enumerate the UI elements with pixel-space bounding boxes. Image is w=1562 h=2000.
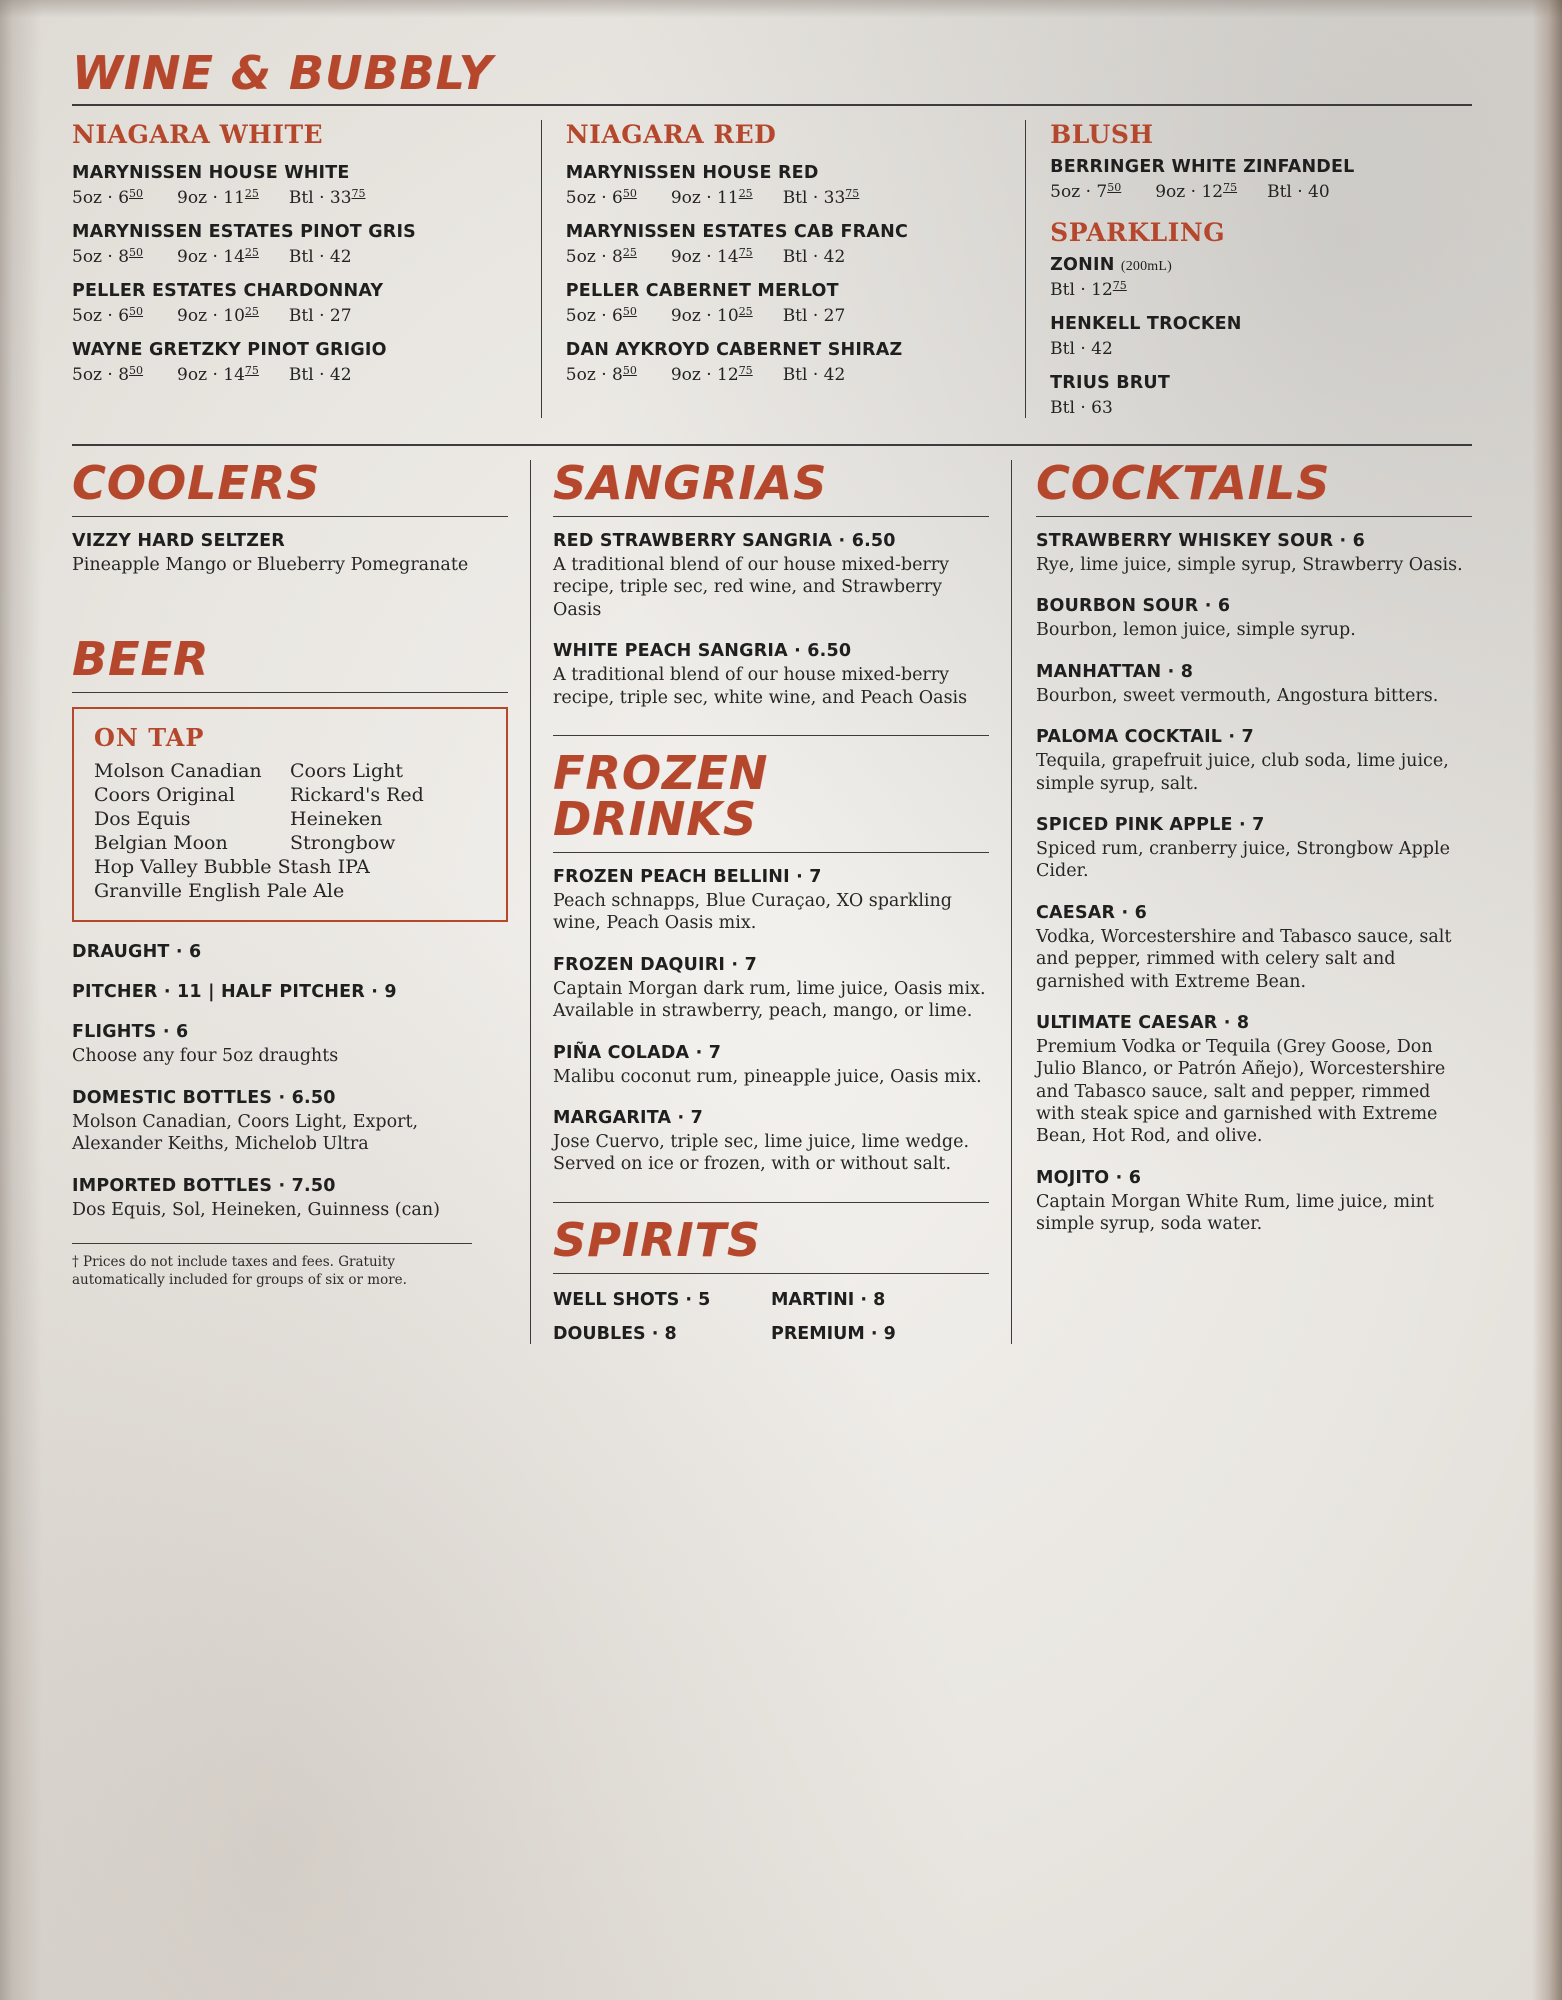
wine-item-note: (200mL): [1120, 259, 1173, 274]
column-coolers-beer: [72, 456, 530, 1344]
price-9oz: 9oz · 11: [177, 188, 245, 208]
cocktail-item-desc: Rye, lime juice, simple syrup, Strawberry Oasis.: [1036, 555, 1463, 575]
cocktail-item-name: MOJITO · 6: [1036, 1167, 1142, 1188]
section-heading-spirits: SPIRITS: [553, 1212, 762, 1267]
divider: [553, 1202, 989, 1203]
wine-item-name: BERRINGER WHITE ZINFANDEL: [1050, 157, 1355, 177]
wine-item-name: MARYNISSEN HOUSE WHITE: [72, 163, 350, 183]
tap-item: Granville English Pale Ale: [94, 880, 345, 903]
divider: [553, 1273, 989, 1274]
paper-edge-right: [1532, 0, 1562, 2000]
price-btl: Btl · 33: [782, 188, 846, 208]
price-btl: Btl · 12: [1050, 280, 1113, 300]
wine-item-label: ZONIN: [1050, 255, 1115, 275]
footnote: † Prices do not include taxes and fees. Gratuity automatically included for groups of six or more.: [72, 1243, 472, 1289]
cocktail-item-name: PALOMA COCKTAIL · 7: [1036, 727, 1254, 748]
price-5oz-cents: 50: [1107, 181, 1122, 194]
sangria-item-name: RED STRAWBERRY SANGRIA · 6.50: [553, 531, 896, 551]
section-heading-beer: BEER: [72, 632, 210, 687]
cooler-item-desc: Pineapple Mango or Blueberry Pomegranate: [72, 555, 469, 575]
frozen-item-name: FROZEN PEACH BELLINI · 7: [553, 866, 822, 887]
sangria-item-name: WHITE PEACH SANGRIA · 6.50: [553, 641, 852, 662]
sangria-item-desc: A traditional blend of our house mixed-berry recipe, triple sec, red wine, and Strawberry Oasis: [553, 555, 950, 620]
tap-item: Hop Valley Bubble Stash IPA: [94, 856, 370, 879]
on-tap-box: [72, 707, 508, 922]
wine-item-prices: [72, 246, 523, 267]
divider: [72, 444, 1472, 446]
price-btl: Btl · 42: [782, 247, 846, 267]
beer-item-name: FLIGHTS · 6: [72, 1022, 189, 1043]
paper-edge-top: [0, 0, 1562, 18]
price-btl: Btl · 63: [1050, 398, 1113, 418]
price-9oz-cents: 25: [738, 187, 753, 200]
section-wine-and-bubbly: [72, 46, 1472, 418]
price-btl: Btl · 42: [782, 365, 846, 385]
price-9oz: 9oz · 14: [177, 365, 245, 385]
frozen-item-name: PIÑA COLADA · 7: [553, 1042, 722, 1063]
price-9oz: 9oz · 10: [177, 306, 245, 326]
frozen-item-desc: Malibu coconut rum, pineapple juice, Oasis mix.: [553, 1066, 982, 1087]
spirit-item: MARTINI · 8: [771, 1289, 886, 1310]
price-5oz: 5oz · 8: [72, 247, 130, 267]
price-9oz-cents: 25: [244, 305, 259, 318]
main-columns: [72, 456, 1472, 1344]
wine-item-name: MARYNISSEN HOUSE RED: [565, 163, 819, 183]
price-9oz: 9oz · 12: [1155, 182, 1224, 202]
wine-item-prices: [1050, 397, 1454, 418]
divider: [72, 104, 1472, 106]
wine-column-blush-sparkling: [1025, 120, 1472, 418]
cocktail-item-desc: Vodka, Worcestershire and Tabasco sauce, salt and pepper, rimmed with celery salt and garnished with Extreme Bean.: [1036, 926, 1452, 992]
beer-item-name: IMPORTED BOTTLES · 7.50: [72, 1175, 336, 1196]
cocktail-item-desc: Tequila, grapefruit juice, club soda, lime juice, simple syrup, salt.: [1036, 751, 1449, 794]
subheading-sparkling: SPARKLING: [1050, 218, 1226, 247]
cocktail-item-name: SPICED PINK APPLE · 7: [1036, 814, 1265, 835]
price-9oz-cents: 75: [738, 246, 753, 259]
price-9oz: 9oz · 10: [670, 306, 739, 326]
price-5oz-cents: 50: [129, 364, 144, 377]
price-9oz: 9oz · 14: [177, 247, 245, 267]
wine-columns: [72, 120, 1472, 418]
cocktail-item-desc: Captain Morgan White Rum, lime juice, mint simple syrup, soda water.: [1036, 1191, 1434, 1235]
price-5oz: 5oz · 8: [565, 247, 623, 267]
divider: [553, 735, 989, 736]
price-9oz-cents: 25: [738, 305, 753, 318]
spirit-item: WELL SHOTS · 5: [553, 1289, 711, 1310]
price-5oz: 5oz · 6: [565, 188, 623, 208]
price-btl: Btl · 42: [1050, 339, 1113, 359]
wine-item-name: HENKELL TROCKEN: [1050, 314, 1242, 334]
wine-item-name: PELLER CABERNET MERLOT: [565, 281, 839, 301]
price-9oz: 9oz · 12: [670, 365, 739, 385]
price-5oz: 5oz · 8: [72, 365, 130, 385]
beer-item-name: DOMESTIC BOTTLES · 6.50: [72, 1087, 336, 1108]
tap-item: Coors Light: [290, 760, 404, 783]
frozen-item-desc: Peach schnapps, Blue Curaçao, XO sparkling wine, Peach Oasis mix.: [553, 890, 952, 934]
spirit-item: PREMIUM · 9: [771, 1323, 896, 1344]
divider: [72, 516, 508, 517]
wine-item-prices: [1050, 279, 1454, 300]
tap-item: Coors Original: [94, 784, 235, 807]
subheading-niagara-red: NIAGARA RED: [565, 120, 777, 149]
beer-item-desc: Molson Canadian, Coors Light, Export, Alexander Keiths, Michelob Ultra: [72, 1111, 419, 1155]
price-btl: Btl · 42: [288, 247, 352, 267]
wine-item-prices: [1050, 181, 1454, 202]
price-btl-cents: 75: [1112, 279, 1127, 292]
wine-item-name: PELLER ESTATES CHARDONNAY: [72, 281, 384, 301]
wine-item-prices: [72, 364, 523, 385]
tap-item: Dos Equis: [94, 808, 191, 831]
price-9oz: 9oz · 11: [670, 188, 739, 208]
price-9oz-cents: 75: [1223, 181, 1238, 194]
subheading-blush: BLUSH: [1050, 120, 1154, 149]
menu-content: [72, 46, 1472, 1344]
cocktail-item-desc: Spiced rum, cranberry juice, Strongbow Apple Cider.: [1036, 838, 1450, 882]
tap-item: Belgian Moon: [94, 832, 228, 855]
tap-item: Heineken: [290, 808, 383, 831]
price-5oz-cents: 50: [129, 305, 144, 318]
beer-item-name: PITCHER · 11 | HALF PITCHER · 9: [72, 982, 397, 1003]
wine-column-niagara-white: [72, 120, 541, 418]
price-5oz-cents: 25: [622, 246, 637, 259]
frozen-item-name: MARGARITA · 7: [553, 1107, 704, 1128]
beer-item-desc: Dos Equis, Sol, Heineken, Guinness (can): [72, 1199, 440, 1220]
spirits-list: [553, 1290, 989, 1344]
beer-item-name: DRAUGHT · 6: [72, 942, 202, 963]
price-5oz: 5oz · 6: [72, 188, 130, 208]
price-5oz-cents: 50: [129, 187, 144, 200]
wine-item-name: DAN AYKROYD CABERNET SHIRAZ: [565, 340, 903, 360]
price-5oz-cents: 50: [622, 305, 637, 318]
price-btl: Btl · 27: [782, 306, 846, 326]
price-btl-cents: 75: [845, 187, 860, 200]
paper-edge-left: [0, 0, 42, 2000]
cocktail-item-name: CAESAR · 6: [1036, 902, 1147, 923]
price-9oz-cents: 75: [738, 364, 753, 377]
tap-item: Strongbow: [290, 832, 396, 855]
price-btl: Btl · 27: [288, 306, 352, 326]
column-sangrias-frozen-spirits: [530, 456, 1011, 1344]
price-5oz-cents: 50: [622, 187, 637, 200]
divider: [72, 692, 508, 693]
frozen-item-desc: Captain Morgan dark rum, lime juice, Oasis mix. Available in strawberry, peach, mango, or lime.: [553, 978, 986, 1022]
wine-item-prices: [72, 305, 523, 326]
spirit-item: DOUBLES · 8: [553, 1323, 677, 1344]
wine-item-prices: [566, 246, 1007, 267]
price-btl: Btl · 40: [1267, 182, 1330, 202]
on-tap-list: [94, 760, 486, 902]
wine-item-name: MARYNISSEN ESTATES CAB FRANC: [565, 222, 908, 242]
price-9oz-cents: 25: [244, 246, 259, 259]
cooler-item-name: VIZZY HARD SELTZER: [72, 531, 285, 551]
wine-item-prices: [566, 364, 1007, 385]
price-5oz-cents: 50: [129, 246, 144, 259]
column-cocktails: [1011, 456, 1472, 1344]
frozen-item-name: FROZEN DAQUIRI · 7: [553, 954, 757, 975]
cocktail-item-desc: Bourbon, lemon juice, simple syrup.: [1036, 620, 1356, 641]
tap-item: Rickard's Red: [290, 784, 424, 807]
cocktail-item-desc: Premium Vodka or Tequila (Grey Goose, Don Julio Blanco, or Patrón Añejo), Worcestershire and Tabasco sauce, salt and pepper, rimmed with steak spice and garnished with Extreme Bean, Hot Rod, and olive.: [1036, 1036, 1446, 1147]
wine-item-prices: [1050, 338, 1454, 359]
divider: [1036, 516, 1472, 517]
wine-item-name: [1050, 255, 1454, 275]
price-9oz-cents: 25: [244, 187, 259, 200]
price-5oz: 5oz · 8: [565, 365, 623, 385]
wine-item-name: WAYNE GRETZKY PINOT GRIGIO: [72, 340, 387, 360]
wine-item-name: MARYNISSEN ESTATES PINOT GRIS: [72, 222, 416, 242]
cocktail-item-name: STRAWBERRY WHISKEY SOUR · 6: [1036, 531, 1366, 551]
on-tap-title: ON TAP: [94, 723, 205, 753]
price-5oz: 5oz · 7: [1050, 182, 1108, 202]
section-heading-frozen-drinks: FROZEN DRINKS: [553, 745, 769, 846]
price-btl: Btl · 33: [288, 188, 352, 208]
wine-item-prices: [72, 187, 523, 208]
price-btl-cents: 75: [351, 187, 366, 200]
section-heading-wine: WINE & BUBBLY: [72, 46, 493, 100]
section-heading-cocktails: COCKTAILS: [1036, 456, 1331, 510]
divider: [553, 516, 989, 517]
price-9oz-cents: 75: [244, 364, 259, 377]
cocktail-item-desc: Bourbon, sweet vermouth, Angostura bitters.: [1036, 685, 1439, 706]
cocktail-item-name: ULTIMATE CAESAR · 8: [1036, 1012, 1250, 1033]
section-heading-coolers: COOLERS: [72, 456, 321, 510]
beer-item-desc: Choose any four 5oz draughts: [72, 1046, 339, 1067]
price-btl: Btl · 42: [288, 365, 352, 385]
wine-item-prices: [566, 305, 1007, 326]
frozen-item-desc: Jose Cuervo, triple sec, lime juice, lime wedge. Served on ice or frozen, with or without salt.: [553, 1131, 970, 1175]
sangria-item-desc: A traditional blend of our house mixed-berry recipe, triple sec, white wine, and Peach Oasis: [553, 665, 968, 708]
wine-column-niagara-red: [541, 120, 1025, 418]
subheading-niagara-white: NIAGARA WHITE: [72, 120, 324, 149]
price-5oz: 5oz · 6: [565, 306, 623, 326]
price-9oz: 9oz · 14: [670, 247, 739, 267]
cocktail-item-name: MANHATTAN · 8: [1036, 661, 1194, 682]
wine-item-prices: [566, 187, 1007, 208]
tap-item: Molson Canadian: [94, 760, 262, 783]
wine-item-name: TRIUS BRUT: [1050, 373, 1170, 393]
price-5oz-cents: 50: [622, 364, 637, 377]
section-heading-sangrias: SANGRIAS: [553, 456, 828, 510]
divider: [553, 852, 989, 853]
price-5oz: 5oz · 6: [72, 306, 130, 326]
cocktail-item-name: BOURBON SOUR · 6: [1036, 596, 1231, 617]
